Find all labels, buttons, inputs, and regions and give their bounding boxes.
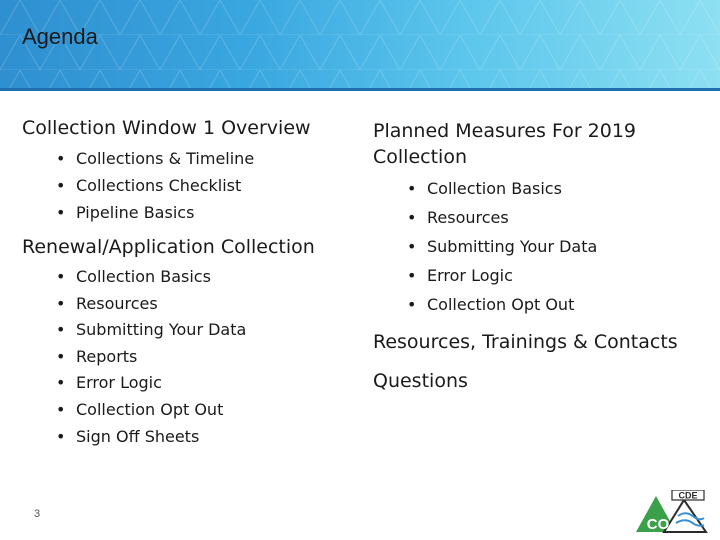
section-heading-resources: Resources, Trainings & Contacts xyxy=(373,331,678,353)
logo-top-text: CDE xyxy=(678,490,698,501)
slide-number: 3 xyxy=(34,508,41,520)
renewal-list xyxy=(22,264,352,450)
planned-measures-list xyxy=(373,174,703,319)
section-heading-planned-measures xyxy=(373,118,703,170)
list-item: • Submitting Your Data xyxy=(373,232,703,261)
window1-list xyxy=(22,145,352,226)
list-item: • Reports xyxy=(22,344,352,371)
left-column xyxy=(22,115,352,450)
cde-logo-icon xyxy=(634,490,708,534)
list-item: • Collection Basics xyxy=(373,174,703,203)
list-item: • Resources xyxy=(373,203,703,232)
list-item: • Error Logic xyxy=(373,261,703,290)
list-item: • Error Logic xyxy=(22,370,352,397)
list-item: • Collection Basics xyxy=(22,264,352,291)
list-item: • Pipeline Basics xyxy=(22,199,352,226)
right-column xyxy=(373,118,703,394)
section-heading-renewal: Renewal/Application Collection xyxy=(22,236,315,258)
section-heading-questions: Questions xyxy=(373,370,468,392)
section-heading-window1: Collection Window 1 Overview xyxy=(22,117,311,139)
logo-main-text: CO xyxy=(646,516,670,533)
list-item: • Collection Opt Out xyxy=(373,290,703,319)
list-item: • Collections Checklist xyxy=(22,172,352,199)
heading-line-2: Collection xyxy=(373,146,467,168)
header-divider xyxy=(0,88,720,91)
header-pattern xyxy=(0,0,720,91)
list-item: • Collections & Timeline xyxy=(22,145,352,172)
heading-line-1: Planned Measures For 2019 xyxy=(373,120,637,142)
list-item: • Resources xyxy=(22,291,352,318)
list-item: • Submitting Your Data xyxy=(22,317,352,344)
title-bar xyxy=(0,0,720,91)
list-item: • Sign Off Sheets xyxy=(22,424,352,451)
list-item: • Collection Opt Out xyxy=(22,397,352,424)
page-title: Agenda xyxy=(22,24,98,49)
